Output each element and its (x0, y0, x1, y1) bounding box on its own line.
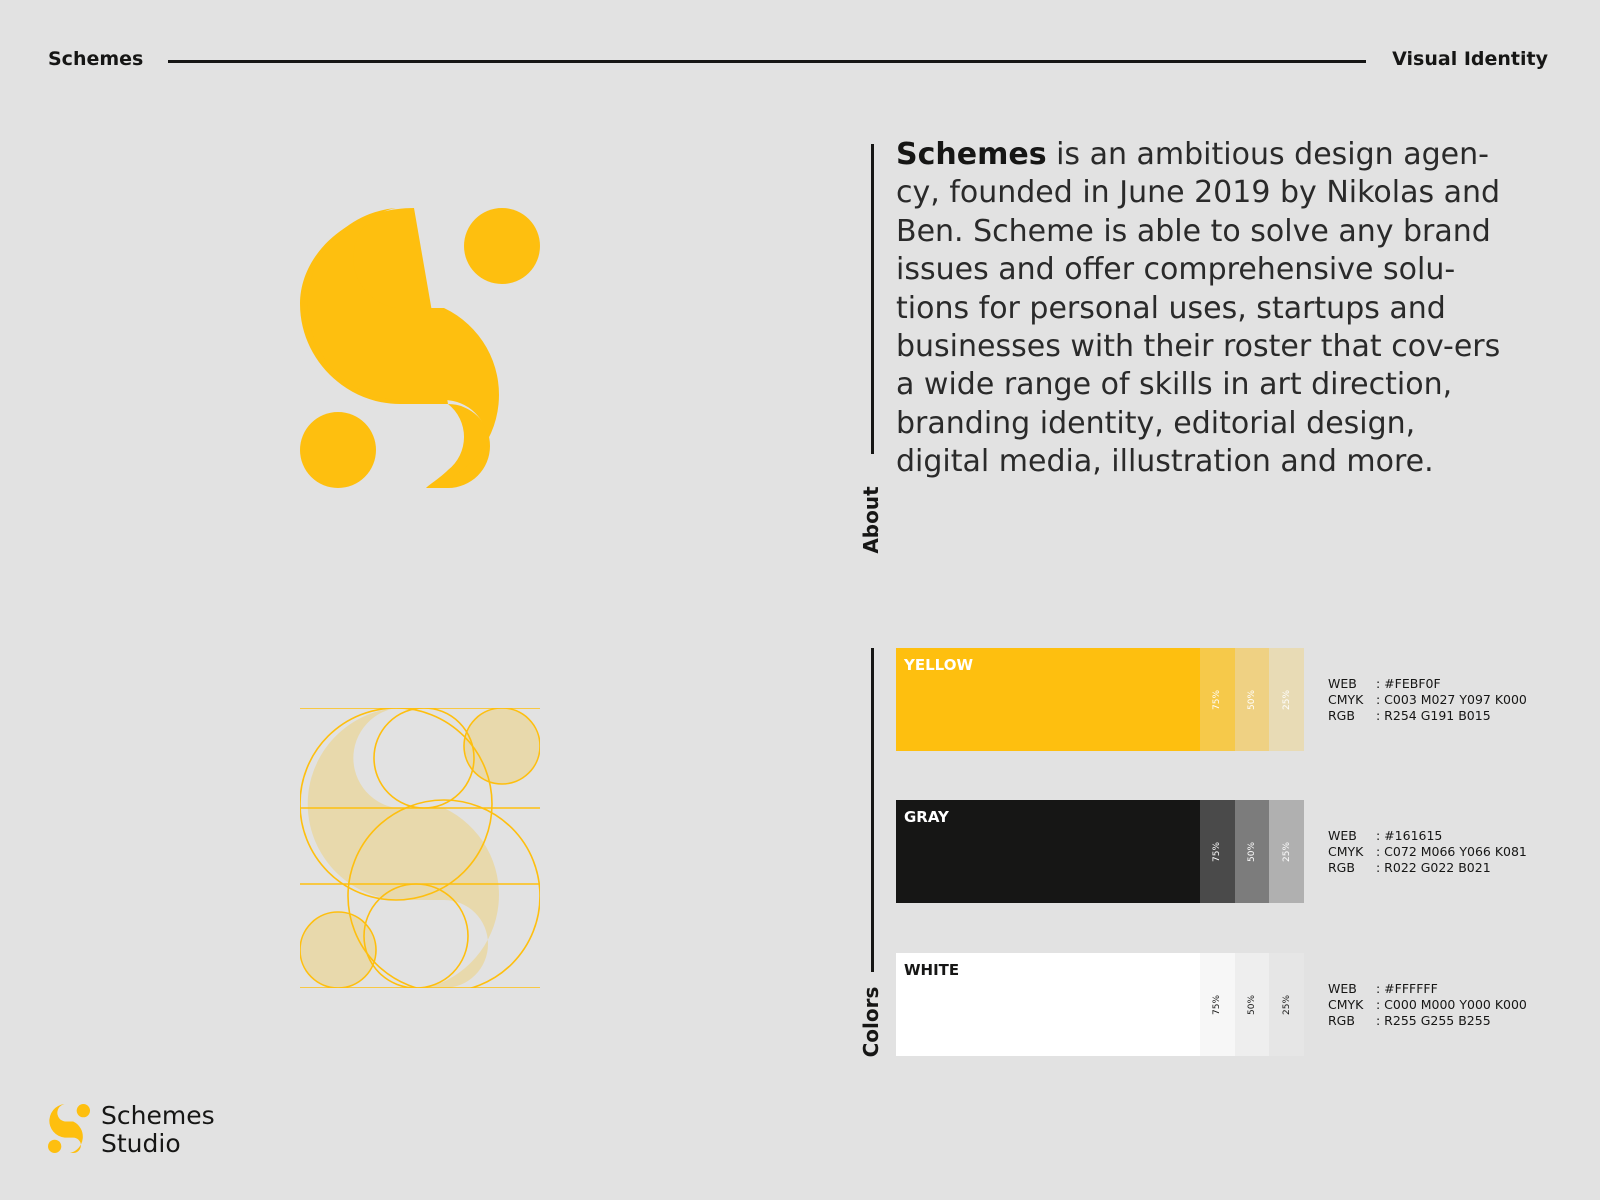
spec-web: : #FEBF0F (1376, 676, 1441, 691)
swatch-gray (896, 800, 1304, 903)
about-brand-name: Schemes (896, 137, 1047, 172)
footer-brand (101, 1102, 215, 1158)
swatch-white-name: WHITE (904, 961, 960, 979)
swatch-white-tint-75 (1200, 953, 1235, 1056)
spec-key: CMYK (1328, 844, 1364, 859)
swatch-yellow-base (896, 648, 1200, 751)
header-divider (168, 60, 1366, 63)
header-brand: Schemes (48, 48, 144, 70)
about-body-text: is an ambitious design agen-cy, founded in June 2019 by Nikolas and Ben. Scheme is able to solve any brand issues and offer comprehensive solu-tions for personal uses, startups and businesses with their roster that cov-ers a wide range of skills in art direction, branding identity, editorial design, digital media, illustration and more. (896, 137, 1501, 480)
spec-rgb: : R022 G022 B021 (1376, 860, 1491, 875)
schemes-s-logo-icon (48, 1104, 90, 1153)
colors-section-label: Colors (859, 986, 883, 1058)
swatch-gray-tint-75 (1200, 800, 1235, 903)
tint-label: 50% (1246, 689, 1257, 710)
spec-key: WEB (1328, 676, 1357, 691)
swatch-gray-tint-25 (1269, 800, 1304, 903)
spec-key: WEB (1328, 981, 1357, 996)
about-section-label: About (859, 486, 883, 554)
swatch-gray-spec (1328, 828, 1527, 876)
spec-key: RGB (1328, 860, 1355, 875)
spec-web: : #161615 (1376, 828, 1443, 843)
spec-cmyk: : C003 M027 Y097 K000 (1376, 692, 1527, 707)
about-paragraph (896, 136, 1516, 482)
colors-accent-bar (871, 648, 874, 972)
tint-label: 25% (1281, 994, 1292, 1015)
spec-key: RGB (1328, 708, 1355, 723)
swatch-white-tint-50 (1235, 953, 1270, 1056)
swatch-gray-name: GRAY (904, 808, 949, 826)
footer-brand-line1: Schemes (101, 1101, 215, 1130)
spec-cmyk: : C000 M000 Y000 K000 (1376, 997, 1527, 1012)
schemes-s-logo-icon (300, 208, 540, 488)
logo-construction-grid-icon (300, 708, 540, 988)
spec-key: CMYK (1328, 692, 1364, 707)
tint-label: 25% (1281, 841, 1292, 862)
spec-rgb: : R255 G255 B255 (1376, 1013, 1491, 1028)
tint-label: 75% (1212, 841, 1223, 862)
tint-label: 25% (1281, 689, 1292, 710)
footer-brand-line2: Studio (101, 1129, 181, 1158)
spec-rgb: : R254 G191 B015 (1376, 708, 1491, 723)
about-accent-bar (871, 144, 874, 454)
spec-cmyk: : C072 M066 Y066 K081 (1376, 844, 1527, 859)
swatch-gray-tint-50 (1235, 800, 1270, 903)
tint-label: 75% (1212, 994, 1223, 1015)
swatch-yellow (896, 648, 1304, 751)
spec-web: : #FFFFFF (1376, 981, 1438, 996)
swatch-yellow-tint-25 (1269, 648, 1304, 751)
spec-key: WEB (1328, 828, 1357, 843)
swatch-white-tint-25 (1269, 953, 1304, 1056)
spec-key: RGB (1328, 1013, 1355, 1028)
swatch-yellow-tint-75 (1200, 648, 1235, 751)
swatch-yellow-tint-50 (1235, 648, 1270, 751)
swatch-white (896, 953, 1304, 1056)
tint-label: 50% (1246, 994, 1257, 1015)
swatch-gray-base (896, 800, 1200, 903)
header-section-title: Visual Identity (1392, 48, 1548, 70)
swatch-white-base (896, 953, 1200, 1056)
spec-key: CMYK (1328, 997, 1364, 1012)
tint-label: 75% (1212, 689, 1223, 710)
tint-label: 50% (1246, 841, 1257, 862)
swatch-white-spec (1328, 981, 1527, 1029)
swatch-yellow-name: YELLOW (904, 656, 973, 674)
swatch-yellow-spec (1328, 676, 1527, 724)
